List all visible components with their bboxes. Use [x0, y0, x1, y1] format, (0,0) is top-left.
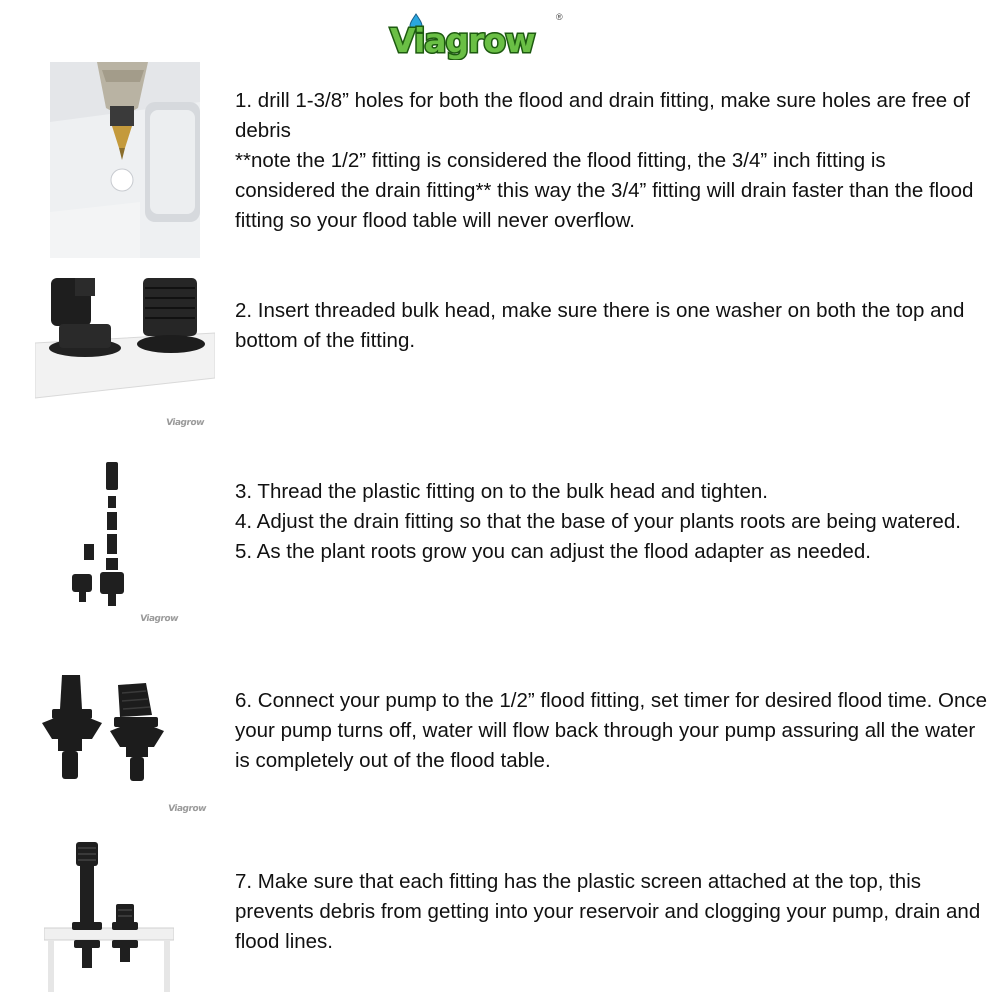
- drill-photo: [50, 62, 200, 258]
- step-5-line: 5. As the plant roots grow you can adjust the flood adapter as needed.: [235, 540, 871, 563]
- registered-mark: ®: [556, 12, 563, 22]
- step-6-text: [235, 686, 990, 776]
- bulkhead-photo: [35, 278, 215, 408]
- pump-connector-photo: [40, 675, 170, 785]
- step-1-text: [235, 86, 990, 236]
- step-2-line-1: 2. Insert threaded bulk head, make sure there is one washer on both the top and bottom of the fitting.: [235, 299, 965, 352]
- step-4-line: 4. Adjust the drain fitting so that the base of your plants roots are being watered.: [235, 510, 961, 533]
- watermark: Viagrow: [167, 804, 207, 814]
- fittings-assembly-photo: [70, 462, 140, 610]
- screen-attached-photo: [44, 836, 174, 992]
- logo-text: Viagrow: [390, 21, 535, 60]
- watermark: Viagrow: [139, 614, 179, 624]
- step-1-note: **note the 1/2” fitting is considered the flood fitting, the 3/4” inch fitting is considered the drain fitting** this way the 3/4” fitting will drain faster than the flood fitting so your flood table will never overflow.: [235, 149, 974, 232]
- step-6-line: 6. Connect your pump to the 1/2” flood fitting, set timer for desired flood time. Once your pump turns off, water will flow back through your pump assuring all the water is completely out of the flood table.: [235, 689, 988, 772]
- step-7-text: [235, 867, 990, 957]
- step-3-line: 3. Thread the plastic fitting on to the bulk head and tighten.: [235, 480, 768, 503]
- watermark: Viagrow: [165, 418, 205, 428]
- viagrow-logo: [388, 10, 558, 60]
- step-7-line: 7. Make sure that each fitting has the plastic screen attached at the top, this prevents debris from getting into your reservoir and clogging your pump, drain and flood lines.: [235, 870, 981, 953]
- step-2-text: [235, 296, 990, 356]
- step-1-line-1: 1. drill 1-3/8” holes for both the flood and drain fitting, make sure holes are free of debris: [235, 89, 970, 142]
- step-3-5-text: [235, 477, 990, 567]
